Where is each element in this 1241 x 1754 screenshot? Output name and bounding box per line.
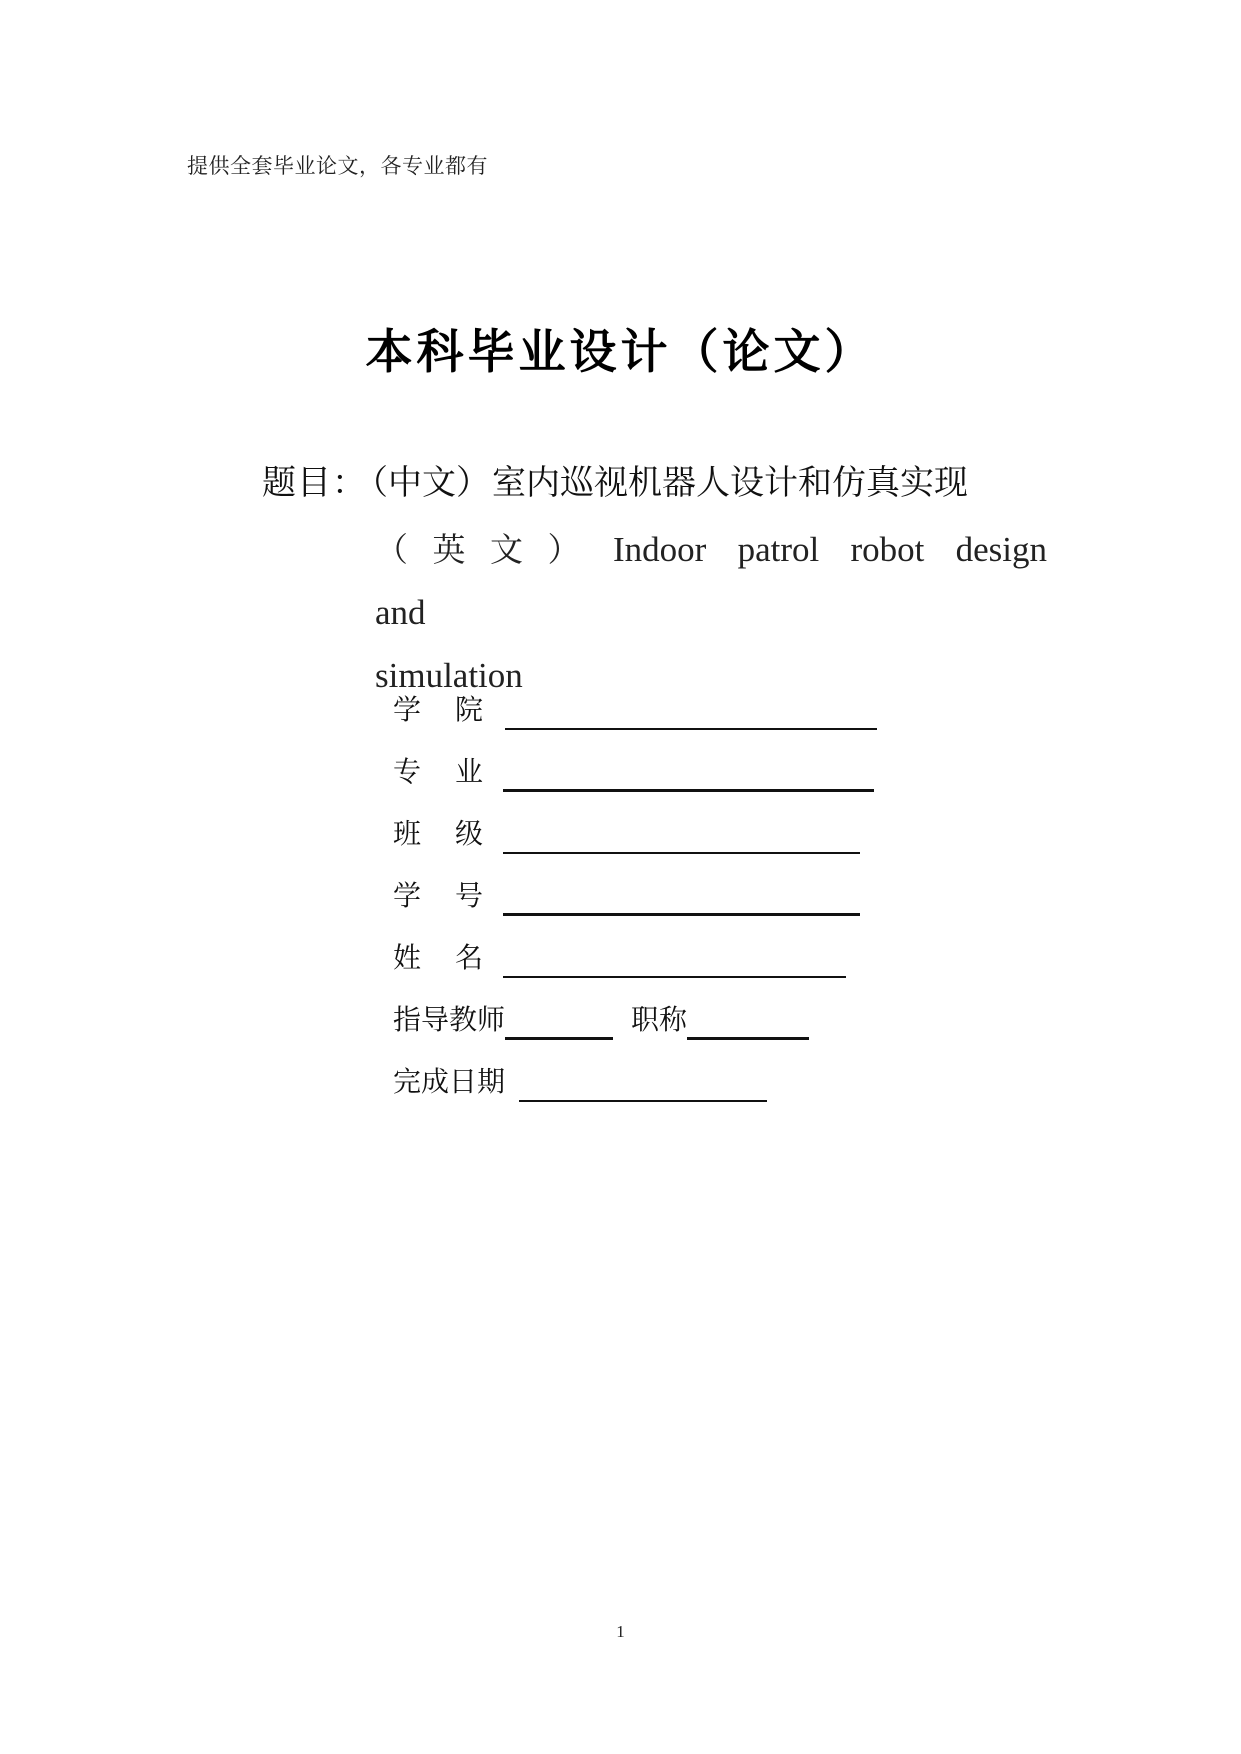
major-blank[interactable] xyxy=(503,755,874,792)
topic-label: 题目： xyxy=(262,463,367,503)
page-title: 本科毕业设计（论文） xyxy=(365,325,876,380)
advisor-title-blank[interactable] xyxy=(687,1003,809,1040)
advisor-label: 指导教师 xyxy=(393,1003,506,1036)
name-label: 姓名 xyxy=(393,941,518,974)
topic-chinese-label: （中文） xyxy=(371,463,490,503)
class-blank[interactable] xyxy=(503,818,860,854)
college-label: 学院 xyxy=(393,693,518,726)
name-blank[interactable] xyxy=(503,942,846,978)
topic-english-block xyxy=(375,518,1047,707)
college-field xyxy=(393,690,877,740)
major-label: 专业 xyxy=(393,755,518,788)
topic-english-label: （英文） xyxy=(375,530,606,569)
college-blank[interactable] xyxy=(505,694,877,730)
advisor-blank[interactable] xyxy=(505,1003,613,1040)
advisor-field xyxy=(393,1000,809,1050)
completion-date-field xyxy=(393,1062,767,1112)
name-field xyxy=(393,938,846,988)
completion-date-label: 完成日期 xyxy=(393,1065,506,1098)
student-id-label: 学号 xyxy=(393,879,518,912)
class-field xyxy=(393,814,860,864)
advisor-title-label: 职称 xyxy=(631,1003,688,1036)
major-field xyxy=(393,752,874,802)
topic-english-value: Indoor patrol robot design and xyxy=(375,530,1048,632)
student-id-field xyxy=(393,876,860,926)
topic-chinese-value: 室内巡视机器人设计和仿真实现 xyxy=(492,463,968,503)
class-label: 班级 xyxy=(393,817,518,850)
topic-english-value-continued: simulation xyxy=(375,656,523,695)
page-number: 1 xyxy=(616,1622,625,1641)
topic-line xyxy=(262,455,968,504)
student-id-blank[interactable] xyxy=(503,879,860,916)
header-note: 提供全套毕业论文，各专业都有 xyxy=(187,154,488,178)
completion-date-blank[interactable] xyxy=(519,1066,767,1102)
